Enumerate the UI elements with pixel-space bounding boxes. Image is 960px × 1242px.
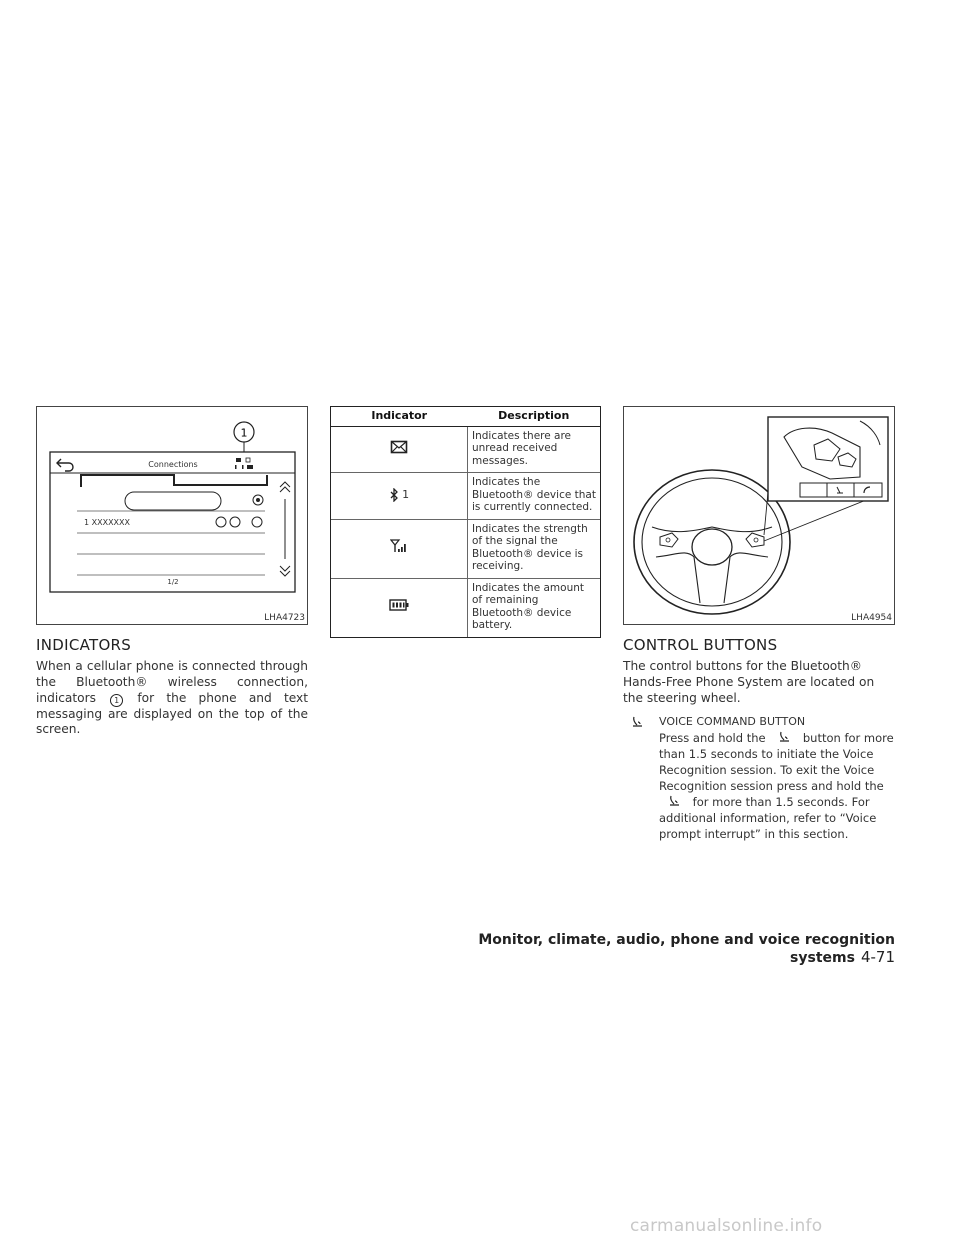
signal-icon <box>390 539 408 553</box>
steering-wheel-illustration <box>624 407 894 624</box>
message-icon <box>390 440 408 454</box>
voice-command-inline-icon <box>777 731 791 743</box>
control-buttons-section <box>623 636 895 842</box>
connections-screen-illustration <box>37 407 307 624</box>
callout-number: 1 <box>240 426 248 440</box>
voice-command-icon <box>631 716 643 728</box>
add-device-pill <box>125 492 221 510</box>
wheel-rim-outer <box>634 470 790 614</box>
figure-code: LHA4723 <box>264 613 305 623</box>
status-signal-icon <box>235 465 237 469</box>
col-indicator: Indicator <box>331 407 468 426</box>
watermark: carmanualsonline.info <box>630 1216 823 1236</box>
bluetooth-device-number: 1 <box>402 487 410 501</box>
device-entry: 1 XXXXXXX <box>84 518 130 527</box>
voice-command-title: VOICE COMMAND BUTTON <box>659 715 806 729</box>
status-battery-icon <box>247 465 253 469</box>
table-description: Indicates the Bluetooth® device that is currently connected. <box>468 473 601 520</box>
screen-title: Connections <box>148 460 198 469</box>
indicators-text-2: for the phone and text messaging are displayed on the top of the screen. <box>36 690 308 737</box>
table-row <box>331 519 600 578</box>
page-number: 4-71 <box>860 948 895 966</box>
indicator-table-box <box>330 406 601 638</box>
indicators-paragraph <box>36 659 308 738</box>
switch-inset <box>768 417 888 501</box>
table-row <box>331 426 600 473</box>
table-description: Indicates the strength of the signal the Bluetooth® device is receiving. <box>468 519 601 578</box>
page-indicator: 1/2 <box>167 578 179 586</box>
connections-figure <box>36 406 308 625</box>
voice-command-text-3: for more than 1.5 seconds. For additional information, refer to “Voice prompt interrupt” in this section. <box>659 795 877 842</box>
indicators-text-1: When a cellular phone is connected through the Bluetooth® wireless connection, indicators <box>36 659 308 705</box>
control-heading: CONTROL BUTTONS <box>623 636 778 654</box>
horn-pad <box>692 529 732 565</box>
voice-command-inline-icon <box>667 795 681 807</box>
control-intro: The control buttons for the Bluetooth® Hands-Free Phone System are located on the steering wheel. <box>623 659 875 705</box>
steering-wheel-figure <box>623 406 895 625</box>
battery-icon <box>389 599 409 611</box>
table-description: Indicates the amount of remaining Bluetooth® device battery. <box>468 578 601 637</box>
footer-title: Monitor, climate, audio, phone and voice recognition systems <box>478 932 895 966</box>
table-row <box>331 473 600 520</box>
voice-command-text-1: Press and hold the <box>659 731 766 746</box>
voice-command-text <box>659 730 895 842</box>
bluetooth-icon <box>389 488 399 502</box>
voice-command-item <box>623 714 895 842</box>
status-message-icon <box>236 458 241 462</box>
wheel-rim-inner <box>642 478 782 606</box>
table-row <box>331 578 600 637</box>
table-description: Indicates there are unread received messages. <box>468 426 601 473</box>
callout-ref-circle: 1 <box>110 694 123 707</box>
page-footer <box>395 932 895 966</box>
right-switch-cluster <box>746 533 764 547</box>
figure-code: LHA4954 <box>851 613 892 623</box>
indicators-heading: INDICATORS <box>36 636 132 654</box>
col-description: Description <box>468 407 601 426</box>
indicators-section <box>36 636 308 738</box>
voice-command-text-2: button for more than 1.5 seconds to initiate the Voice Recognition session. To exit the Voice Recognition session press and hold the <box>659 731 894 794</box>
left-switch-cluster <box>660 533 678 547</box>
indicator-table <box>331 407 600 637</box>
